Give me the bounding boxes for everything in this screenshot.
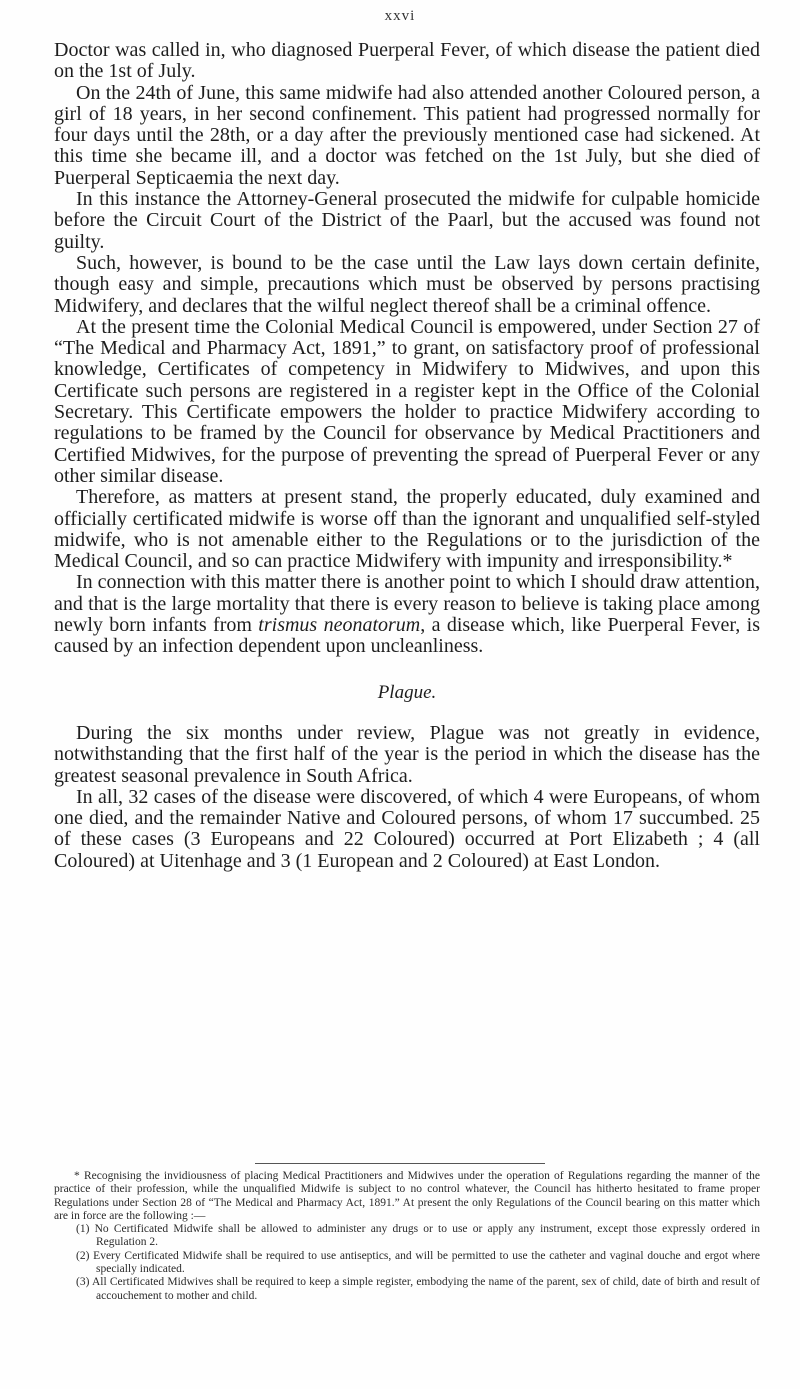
paragraph-trismus (54, 572, 760, 657)
paragraph: On the 24th of June, this same midwife had also attended another Coloured person, a girl of 18 years, in her second confinement. This patient had progressed normally for four days until the 28th, or a day after the previously mentioned case had sickened. At this time she became ill, and a doctor was fetched on the 1st July, but she died of Puerperal Septicaemia the next day. (54, 81, 760, 189)
body-text (54, 40, 760, 872)
footnote-item: (1) No Certificated Midwife shall be allowed to administer any drugs or to use or apply any instrument, except those expressly ordered in Regulation 2. (76, 1223, 760, 1249)
text-segment: , a disease which, like Puerperal Fever, is caused by an infection dependent upon uncleanliness. (54, 614, 760, 658)
paragraph: Doctor was called in, who diagnosed Puerperal Fever, of which disease the patient died on the 1st of July. (54, 39, 760, 83)
text-segment: In connection with this matter there is another point to which I should draw attention, and that is the large mortality that there is every reason to believe is taking place among newly born infants from (54, 571, 760, 637)
paragraph: Such, however, is bound to be the case until the Law lays down certain definite, though easy and simple, precautions which must be observed by persons practising Midwifery, and declares that the wilful neglect thereof shall be a criminal offence. (54, 251, 760, 317)
footnote-item: (2) Every Certificated Midwife shall be required to use antiseptics, and will be permitted to use the catheter and vaginal douche and ergot where specially indicated. (76, 1249, 760, 1276)
footnotes (54, 1170, 760, 1303)
paragraph: During the six months under review, Plague was not greatly in evidence, notwithstanding that the first half of the year is the period in which the disease has the greatest seasonal prevalence in South Africa. (54, 721, 760, 787)
section-heading-plague: Plague. (377, 681, 437, 703)
paragraph: In all, 32 cases of the disease were discovered, of which 4 were Europeans, of whom one died, and the remainder Native and Coloured persons, of whom 17 succumbed. 25 of these cases (3 Europeans and 22 Coloured) occurred at Port Elizabeth ; 4 (all Coloured) at Uitenhage and 3 (1 European and 2 Coloured) at East London. (54, 785, 760, 872)
footnote-divider (255, 1163, 545, 1164)
page-number: xxvi (384, 8, 416, 24)
paragraph: In this instance the Attorney-General prosecuted the midwife for culpable homicide before the Circuit Court of the District of the Paarl, but the accused was found not guilty. (54, 188, 760, 253)
paragraph: Therefore, as matters at present stand, the properly educated, duly examined and officially certificated midwife is worse off than the ignorant and unqualified self-styled midwife, who is not amenable either to the Regulations or to the jurisdiction of the Medical Council, and so can practice Midwifery with impunity and irresponsibility.* (54, 486, 760, 573)
italic-term: trismus neonatorum (258, 614, 421, 637)
footnote-item: (3) All Certificated Midwives shall be required to keep a simple register, embodying the name of the parent, sex of child, date of birth and result of accouchement to mother and child. (76, 1276, 760, 1302)
footnote-intro: * Recognising the invidiousness of placing Medical Practitioners and Midwives under the operation of Regulations regarding the manner of the practice of their profession, while the unqualified Midwife is subject to no control whatever, the Council has hitherto hesitated to frame proper Regulations under Section 28 of “The Medical and Pharmacy Act, 1891.” At present the only Regulations of the Council bearing on this matter which are in force are the following :— (54, 1170, 760, 1222)
paragraph: At the present time the Colonial Medical Council is empowered, under Section 27 of “The Medical and Pharmacy Act, 1891,” to grant, on satisfactory proof of professional knowledge, Certificates of competency in Midwifery to Midwives, and upon this Certificate such persons are registered in a register kept in the Office of the Colonial Secretary. This Certificate empowers the holder to practice Midwifery according to regulations to be framed by the Council for observance by Medical Practitioners and Certified Midwives, for the purpose of preventing the spread of Puerperal Fever or any other similar disease. (54, 315, 760, 487)
